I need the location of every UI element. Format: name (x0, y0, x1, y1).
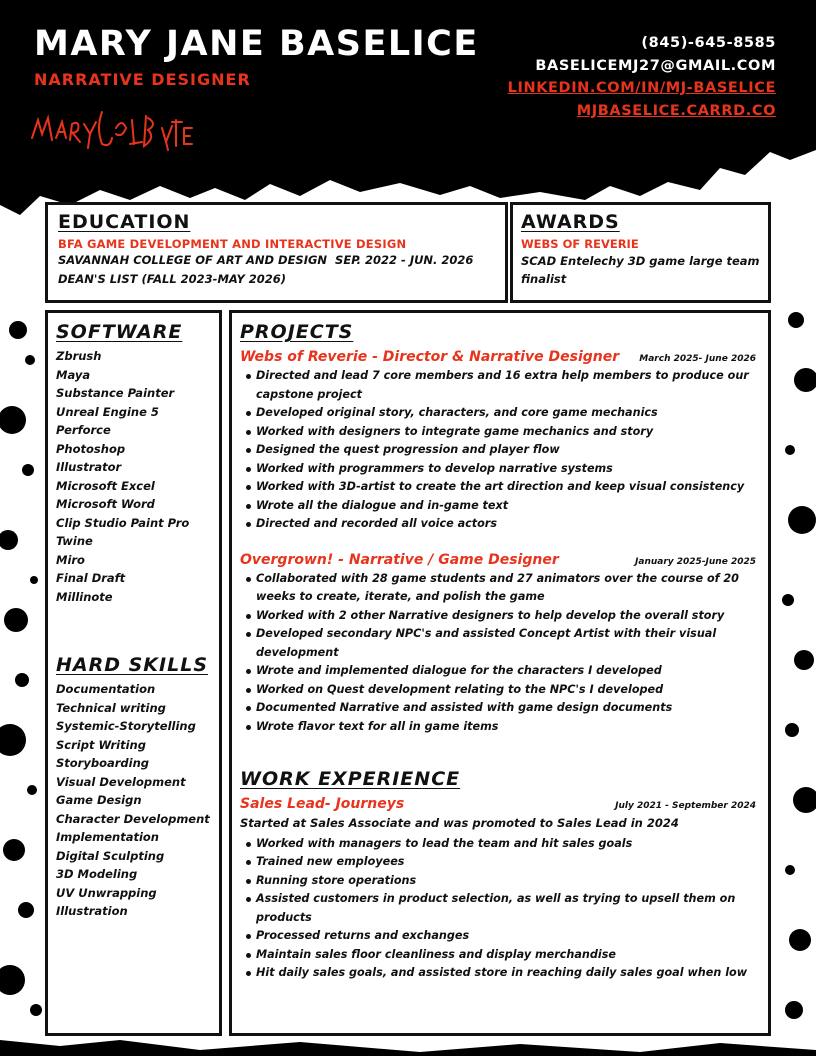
education-heading: EDUCATION (58, 211, 191, 233)
software-item: Clip Studio Paint Pro (56, 515, 190, 530)
bullet-item: Collaborated with 28 game students and 27 animators over the course of 20 weeks to create, iterate, and polish the game (246, 570, 760, 607)
hard-skill-item: Implementation (56, 830, 159, 844)
bullet-item: Worked on Quest development relating to the NPC's I developed (246, 681, 760, 700)
bullet-item: Wrote all the dialogue and in-game text (246, 497, 760, 516)
entry-title: Overgrown! - Narrative / Game Designer (240, 551, 559, 568)
software-item: Miro (56, 552, 85, 567)
bullet-item: Running store operations (246, 872, 760, 891)
software-item: Unreal Engine 5 (56, 404, 159, 419)
bullet-item: Documented Narrative and assisted with game design documents (246, 699, 760, 718)
entry-title: Webs of Reverie - Director & Narrative Designer (240, 349, 620, 365)
projects-heading: PROJECTS (240, 321, 354, 343)
hard-skill-item: Character Development (56, 811, 210, 826)
software-item: Maya (56, 367, 91, 382)
bullet-item: Wrote and implemented dialogue for the characters I developed (246, 662, 760, 681)
award-name: WEBS OF REVERIE (521, 237, 639, 251)
education-section (45, 202, 508, 303)
bullet-item: Developed original story, characters, and core game mechanics (246, 404, 760, 423)
hard-skill-item: Technical writing (56, 700, 166, 715)
bullet-item: Processed returns and exchanges (246, 927, 760, 946)
bullet-item: Designed the quest progression and player flow (246, 441, 760, 460)
bullet-item: Directed and lead 7 core members and 16 extra help members to produce our capstone project (246, 367, 760, 404)
software-item: Microsoft Word (56, 497, 155, 511)
hard-skill-item: Illustration (56, 904, 128, 918)
bullet-item: Hit daily sales goals, and assisted store in reaching daily sales goal when low (246, 964, 760, 983)
entry-intro: Started at Sales Associate and was promoted to Sales Lead in 2024 (240, 816, 679, 830)
bullet-item: Assisted customers in product selection, as well as trying to upsell them on products (246, 890, 760, 927)
software-item: Millinote (56, 589, 113, 604)
software-item: Illustrator (56, 460, 122, 474)
entry-bullets (240, 367, 760, 534)
entry-bullets (240, 835, 760, 983)
education-school: SAVANNAH COLLEGE OF ART AND DESIGN SEP. 2022 - JUN. 2026 (58, 253, 474, 267)
entry-title: Sales Lead- Journeys (240, 796, 405, 812)
hard-skill-item: Game Design (56, 793, 142, 807)
bullet-item: Wrote flavor text for all in game items (246, 718, 760, 737)
project-entry (240, 552, 760, 737)
hard-skill-item: Storyboarding (56, 756, 150, 770)
hard-skill-item: 3D Modeling (56, 867, 138, 881)
portfolio-link[interactable]: MJBASELICE.CARRD.CO (576, 102, 776, 119)
candidate-role: NARRATIVE DESIGNER (34, 70, 251, 89)
entry-header (240, 349, 760, 365)
education-degree: BFA GAME DEVELOPMENT AND INTERACTIVE DESIGN (58, 237, 407, 251)
entry-header (240, 552, 760, 568)
hard-skill-item: Digital Sculpting (56, 848, 165, 863)
projects-section (229, 310, 771, 1036)
software-item: Microsoft Excel (56, 478, 155, 493)
contact-block (508, 32, 776, 122)
phone-number: (845)-645-8585 (641, 35, 776, 51)
entry-bullets (240, 570, 760, 737)
bullet-item: Worked with programmers to develop narrative systems (246, 460, 760, 479)
bullet-item: Worked with managers to lead the team and hit sales goals (246, 835, 760, 854)
signature-logo (26, 98, 196, 166)
linkedin-link[interactable]: LINKEDIN.COM/IN/MJ-BASELICE (507, 80, 776, 96)
bullet-item: Worked with designers to integrate game mechanics and story (246, 423, 760, 442)
projects-list (240, 349, 760, 736)
hard-skills-heading: HARD SKILLS (56, 654, 208, 676)
software-item: Zbrush (56, 349, 102, 363)
awards-section (510, 202, 771, 303)
project-entry (240, 349, 760, 534)
software-item: Twine (56, 534, 93, 548)
work-list (240, 796, 760, 983)
work-heading: WORK EXPERIENCE (240, 768, 461, 790)
software-item: Perforce (56, 423, 111, 437)
hard-skill-item: Systemic-Storytelling (56, 719, 196, 733)
bullet-item: Worked with 2 other Narrative designers to help develop the overall story (246, 607, 760, 626)
education-honors: DEAN'S LIST (FALL 2023-MAY 2026) (58, 272, 287, 286)
hard-skill-item: Documentation (56, 682, 156, 696)
software-item: Substance Painter (56, 386, 175, 400)
job-entry (240, 796, 760, 983)
email-address[interactable]: BASELICEMJ27@GMAIL.COM (535, 57, 776, 74)
entry-header (240, 796, 760, 812)
entry-date: March 2025- June 2026 (639, 354, 756, 364)
hard-skill-item: Visual Development (56, 774, 186, 789)
software-item: Photoshop (56, 441, 126, 456)
software-heading: SOFTWARE (56, 321, 183, 343)
bullet-item: Developed secondary NPC's and assisted Concept Artist with their visual development (246, 625, 760, 662)
hard-skills-list (56, 680, 211, 921)
awards-heading: AWARDS (521, 211, 620, 233)
award-detail: SCAD Entelechy 3D game large team finalist (521, 254, 760, 286)
bullet-item: Directed and recorded all voice actors (246, 515, 760, 534)
hard-skill-item: Script Writing (56, 737, 146, 752)
software-item: Final Draft (56, 571, 126, 585)
bullet-item: Maintain sales floor cleanliness and display merchandise (246, 946, 760, 965)
hard-skill-item: UV Unwrapping (56, 885, 157, 900)
skills-sidebar (45, 310, 222, 1036)
entry-date: July 2021 - September 2024 (615, 801, 756, 811)
candidate-name: MARY JANE BASELICE (34, 24, 479, 64)
software-list (56, 347, 211, 606)
bullet-item: Trained new employees (246, 853, 760, 872)
bullet-item: Worked with 3D-artist to create the art direction and keep visual consistency (246, 478, 760, 497)
entry-date: January 2025-June 2025 (635, 556, 756, 567)
